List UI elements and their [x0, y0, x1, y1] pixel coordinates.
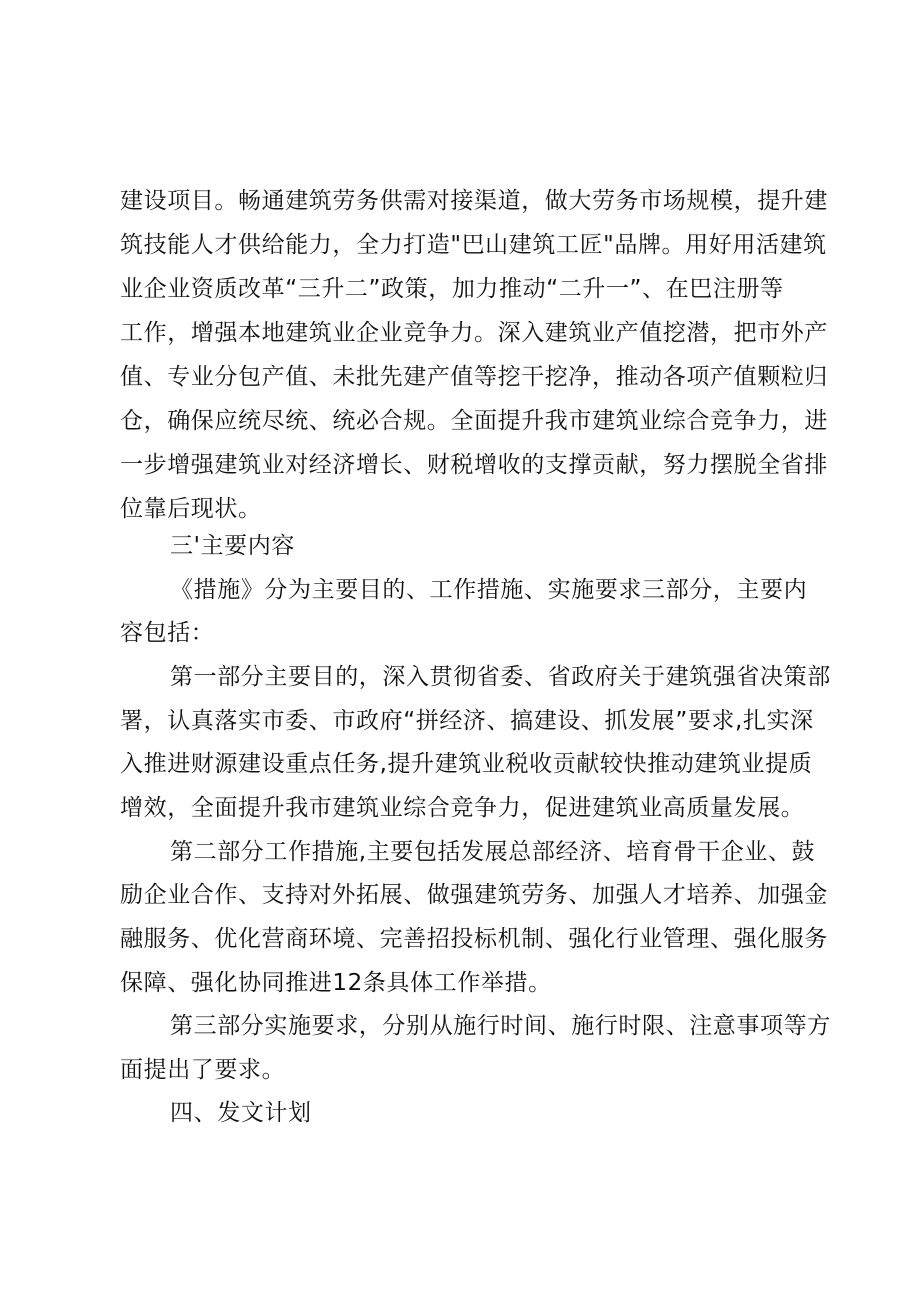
paragraph-line: 第一部分主要目的，深入贯彻省委、省政府关于建筑强省决策部 [170, 664, 831, 690]
paragraph-line: 值、专业分包产值、未批先建产值等挖干挖净，推动各项产值颗粒归 [120, 364, 828, 390]
paragraph-line: 位靠后现状。 [120, 496, 262, 522]
section-heading-3: 三'主要内容 [170, 533, 295, 559]
paragraph-line: 一步增强建筑业对经济增长、财税增收的支撑贡献，努力摆脱全省排 [120, 452, 828, 478]
paragraph-line: 保障、强化协同推进12条具体工作举措。 [120, 970, 552, 996]
paragraph-line: 容包括： [120, 620, 215, 646]
paragraph-line: 第三部分实施要求，分别从施行时间、施行时限、注意事项等方 [170, 1013, 831, 1039]
paragraph-line: 署，认真落实市委、市政府“拼经济、搞建设、抓发展”要求,扎实深 [120, 708, 814, 734]
paragraph-line: 仓，确保应统尽统、统必合规。全面提升我市建筑业综合竞争力，进 [120, 408, 828, 434]
paragraph-line: 业企业资质改革“三升二”政策，加力推动“二升一”、在巴注册等 [120, 276, 784, 302]
paragraph-line: 筑技能人才供给能力，全力打造"巴山建筑工匠"品牌。用好用活建筑 [120, 232, 827, 258]
section-heading-4: 四、发文计划 [170, 1100, 312, 1126]
paragraph-line: 建设项目。畅通建筑劳务供需对接渠道，做大劳务市场规模，提升建 [120, 188, 828, 214]
paragraph-line: 工作，增强本地建筑业企业竞争力。深入建筑业产值挖潜，把市外产 [120, 320, 828, 346]
paragraph-line: 增效，全面提升我市建筑业综合竞争力，促进建筑业高质量发展。 [120, 795, 805, 821]
paragraph-line: 第二部分工作措施,主要包括发展总部经济、培育骨干企业、鼓 [170, 839, 816, 865]
paragraph-line: 《措施》分为主要目的、工作措施、实施要求三部分，主要内 [170, 577, 808, 603]
paragraph-line: 面提出了要求。 [120, 1057, 286, 1083]
paragraph-line: 入推进财源建设重点任务,提升建筑业税收贡献较快推动建筑业提质 [120, 751, 813, 777]
paragraph-line: 励企业合作、支持对外拓展、做强建筑劳务、加强人才培养、加强金 [120, 882, 828, 908]
paragraph-line: 融服务、优化营商环境、完善招投标机制、强化行业管理、强化服务 [120, 926, 828, 952]
